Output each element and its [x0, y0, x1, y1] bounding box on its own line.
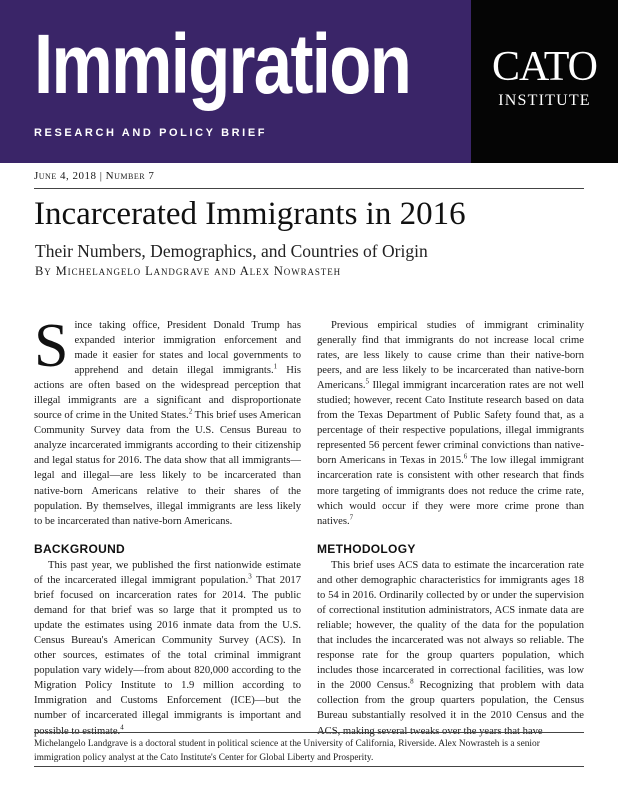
intro-column-left — [34, 312, 301, 529]
section-heading: METHODOLOGY — [317, 542, 416, 556]
intro-text: This brief uses American Community Survey data from the U.S. Census Bureau to analyze incarcerated immigrants according to their citizenship and legal status for 2016. The data show that all immigrants—legal and illegal—are less likely to be incarcerated than native-born Americans relative to their shares of the population. By themselves, illegal immigrants are less likely to be incarcerated than native-born Americans. — [34, 410, 301, 527]
byline: By Michelangelo Landgrave and Alex Nowrasteh — [35, 264, 341, 278]
body-text: That 2017 brief focused on incarceration rates for 2014. The public demand for that brief was so large that it prompted us to update the estimates using 2016 inmate data from the U.S. Census Bureau's American Community Survey (ACS). In other sources, estimates of the total criminal immigrant population vary widely—from about 820,000 according to the Migration Policy Institute to 1.9 million according to Immigration and Customs Enforcement (ICE)—but the number of incarcerated illegal immigrants is important and — [34, 575, 301, 722]
footnote-ref[interactable]: 3 — [248, 572, 252, 581]
divider — [34, 188, 584, 189]
methodology-paragraph — [317, 558, 584, 739]
bottom-divider — [34, 766, 584, 767]
dateline: June 4, 2018 | Number 7 — [34, 170, 155, 182]
footnote-ref[interactable]: 6 — [463, 452, 468, 461]
footnote-ref[interactable]: 2 — [188, 407, 193, 416]
cato-logo[interactable] — [471, 0, 618, 163]
footnote-ref[interactable]: 7 — [349, 513, 354, 522]
series-subtitle: RESEARCH AND POLICY BRIEF — [34, 127, 268, 139]
background-paragraph — [34, 558, 301, 739]
drop-cap: S — [34, 312, 69, 380]
footnote-ref[interactable]: 4 — [120, 722, 124, 731]
body-text: This past year, we published the first nationwide estimate of the incarcerated illegal immigrant population. — [34, 560, 301, 587]
footnote-divider — [34, 732, 584, 733]
intro-text: Previous empirical studies of immigrant criminality generally find that immigrants do not increase local crime rates, are less likely to cause crime than their native-born peers, and are less likely to be incarcerated than native-born Americans. — [317, 320, 584, 392]
logo-institute: INSTITUTE — [498, 92, 591, 109]
intro-paragraph — [34, 312, 301, 529]
methodology-section — [317, 541, 584, 739]
author-footnote: Michelangelo Landgrave is a doctoral student in political science at the University of California, Riverside. Alex Nowrasteh is a senior immigration policy analyst at the Cato Institute's Center for Global Liberty and Prosperity. — [34, 739, 540, 763]
page-subtitle: Their Numbers, Demographics, and Countries of Origin — [35, 241, 428, 261]
intro-text: Illegal immigrant incarceration rates are not well studied; however, recent Cato Institute research based on data from the Texas Department of Public Safety found that, as a percentage of their respective populations, illegal immigrants represented 56 percent fewer criminal convictions than native-born Americans in Texas in 2015. — [317, 380, 584, 467]
series-title: Immigration — [34, 17, 411, 111]
body-text: This brief uses ACS data to estimate the incarceration rate and other demographic characteristics for immigrants ages 18 to 54 in 2016. Ordinarily collected by or under the supervision of correctional institution administrators, ACS inmate data are reliable; however, the quality of the data for the population that includes the incarcerated was not always so reliable. The response rate for the group quarters population, which includes those incarcerated in correctional facilities, was low in the 2000 Census. — [317, 560, 584, 692]
body-text: Recognizing that problem with data collection from the group quarters population, the Census Bureau substantially resolved it in the 2010 Census and the — [317, 680, 584, 722]
intro-paragraph — [317, 318, 584, 529]
logo-wordmark: CATO — [492, 44, 597, 90]
intro-text: His actions are often based on the widespread perception that illegal immigrants are a significant and disproportionate source of crime in the United States. — [34, 365, 301, 422]
intro-column-right — [317, 318, 584, 529]
footnote-ref[interactable]: 5 — [365, 377, 370, 386]
page-title: Incarcerated Immigrants in 2016 — [34, 196, 466, 232]
intro-text: ince taking office, President Donald Trump has expanded interior immigration enforcement and made it easier for states and local governments to apprehend and detain illegal immigrants. — [74, 320, 301, 377]
background-section — [34, 541, 301, 739]
footnote-ref[interactable]: 1 — [273, 362, 278, 371]
intro-text: The low illegal immigrant incarceration rate is consistent with other research that finds more targeting of immigrants does not reduce the crime rate, which would occur if they were more crime prone than natives. — [317, 455, 584, 527]
footnote-ref[interactable]: 8 — [410, 677, 414, 686]
section-heading: BACKGROUND — [34, 542, 125, 556]
